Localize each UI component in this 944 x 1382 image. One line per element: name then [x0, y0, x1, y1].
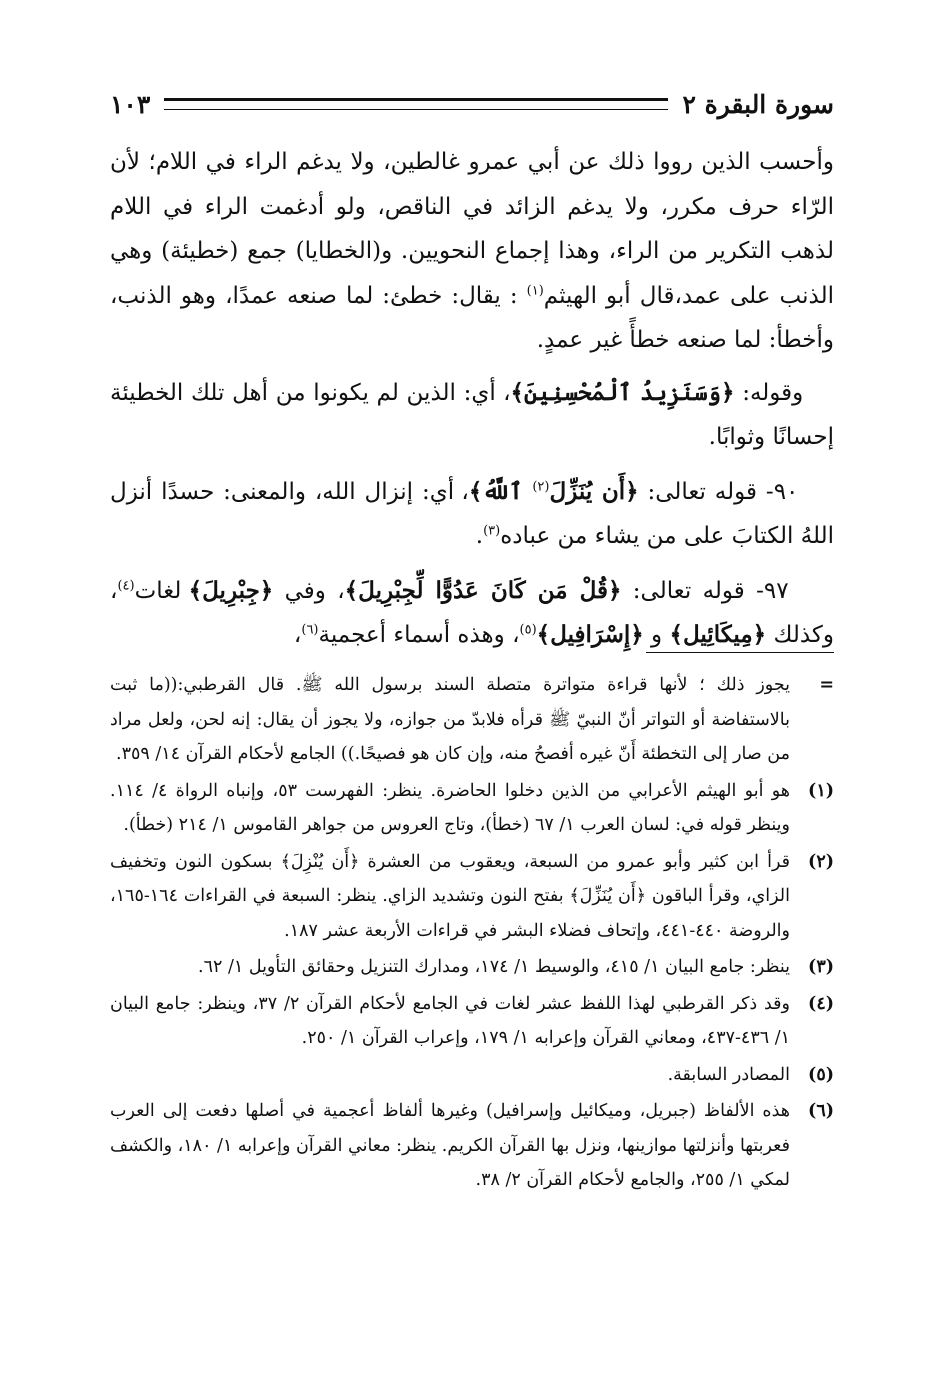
- paragraph-4: ٩٧- قوله تعالى: ﴿قُلْ مَن كَانَ عَدُوًّا لِّجِبْرِيلَ﴾، وفي ﴿جِبْرِيلَ﴾ لغات$^{(٤)}$، وكذلك ﴿مِيكَائِيل﴾ و ﴿إِسْرَافِيل﴾$^{(٥)}$، وهذه أسماء أعجمية$^{(٦)}$،: [110, 576, 834, 648]
- header-rule: [164, 98, 668, 110]
- running-title: سورة البقرة ٢: [682, 89, 834, 119]
- quran-verse: ﴿أَن يُنَزِّلَ: [549, 477, 639, 505]
- quran-verse: ﴿وَسَنَزِيدُ ٱلْمُحْسِنِينَ﴾: [510, 378, 735, 406]
- footnote-3: [110, 950, 834, 985]
- footnote-separator: [646, 652, 834, 653]
- footnote-text: قرأ ابن كثير وأبو عمرو من السبعة، ويعقوب من العشرة ﴿أَن يُنْزِلَ﴾ بسكون النون وتخفيف الزاي، وقرأ الباقون ﴿أَن يُنَزِّلَ﴾ بفتح النون وتشديد الزاي. ينظر: السبعة في القراءات ١٦٤-١٦٥، والروضة ٤٤٠-٤٤١، وإتحاف فضلاء البشر في قراءات الأربعة عشر ١٨٧.: [110, 851, 790, 941]
- footnote-ref-2: (٢): [532, 478, 550, 494]
- footnote-number: =: [819, 675, 834, 695]
- footnotes: [110, 668, 834, 1200]
- footnote-4: [110, 987, 834, 1056]
- footnote-ref-5: (٥): [519, 622, 537, 638]
- footnote-number: (١): [808, 780, 834, 801]
- footnote-text: وقد ذكر القرطبي لهذا اللفظ عشر لغات في الجامع لأحكام القرآن ٢/ ٣٧، وينظر: جامع البيان ١/ ٤٣٦-٤٣٧، ومعاني القرآن وإعرابه ١/ ١٧٩، وإعراب القرآن ١/ ٢٥٠.: [110, 993, 790, 1048]
- page-number: ١٠٣: [110, 89, 151, 119]
- footnote-number: (٥): [808, 1064, 834, 1085]
- footnote-number: (٦): [808, 1101, 834, 1121]
- footnote-ref-6: (٦): [301, 622, 319, 638]
- quran-verse: ﴿مِيكَائِيل﴾: [669, 621, 767, 648]
- footnote-continued: [110, 668, 834, 772]
- footnote-1: [110, 774, 834, 843]
- footnote-number: (٤): [808, 993, 834, 1014]
- footnote-text: هذه الألفاظ (جبريل، وميكائيل وإسرافيل) وغيرها ألفاظ أعجمية في أصلها دفعت إلى العرب فعربتها وأنزلتها موازينها، ونزل بها القرآن الكريم. ينظر: معاني القرآن وإعرابه ١/ ١٨٠، والكشف لمكي ١/ ٢٥٥، والجامع لأحكام القرآن ٢/ ٣٨.: [110, 1101, 790, 1190]
- footnote-ref-3: (٣): [483, 523, 501, 539]
- footnote-number: (٢): [808, 851, 834, 872]
- footnote-6: [110, 1094, 834, 1198]
- main-text: [110, 140, 834, 668]
- paragraph-1: وأحسب الذين رووا ذلك عن أبي عمرو غالطين، ولا يدغم الراء في اللام؛ لأن الرّاء حرف مكرر، ولا يدغم الزائد في الناقص، ولو أدغمت الراء في اللام لذهب التكرير من الراء، وهذا إجماع النحويين. و(الخطايا) جمع (خطيئة) وهي الذنب على عمد،قال أبو الهيثم$^{(١)}$ : يقال: خطئ: لما صنعه عمدًا، وهو الذنب، وأخطأ: لما صنعه خطأً غير عمدٍ.: [110, 149, 834, 353]
- footnote-number: (٣): [808, 957, 834, 977]
- paragraph-2: وقوله: ﴿وَسَنَزِيدُ ٱلْمُحْسِنِينَ﴾، أي: الذين لم يكونوا من أهل تلك الخطيئة إحسانًا وثوابًا.: [110, 378, 834, 450]
- footnote-ref-4: (٤): [117, 577, 135, 593]
- quran-verse: ﴿إِسْرَافِيل﴾: [536, 621, 644, 648]
- quran-verse: ٱللَّهُ﴾: [468, 477, 533, 505]
- quran-verse: ﴿جِبْرِيلَ﴾: [188, 576, 274, 604]
- paragraph-3: ٩٠- قوله تعالى: ﴿أَن يُنَزِّلَ$^{(٢)}$ ٱللَّهُ﴾، أي: إنزال الله، والمعنى: حسدًا أنزل اللهُ الكتابَ على من يشاء من عباده$^{(٣)}$.: [110, 477, 834, 549]
- footnote-text: هو أبو الهيثم الأعرابي من الذين دخلوا الحاضرة. ينظر: الفهرست ٥٣، وإنباه الرواة ٤/ ١١٤. وينظر قوله في: لسان العرب ١/ ٦٧ (خطأ)، وتاج العروس من جواهر القاموس ١/ ٢١٤ (خطأ).: [110, 780, 790, 835]
- page-header: [110, 84, 834, 124]
- footnote-ref-1: (١): [526, 282, 544, 298]
- footnote-text: يجوز ذلك ؛ لأنها قراءة متواترة متصلة السند برسول الله ﷺ. قال القرطبي:((ما ثبت بالاستفاضة أو التواتر أنّ النبيّ ﷺ قرأه فلابدّ من جوازه، ولا يجوز أن يقال: إنه لحن، ولعل مراد من صار إلى التخطئة أَنّ غيره أفصحُ منه، وإن كان هو فصيحًا.)) الجامع لأحكام القرآن ١٤/ ٣٥٩.: [110, 675, 790, 764]
- footnote-2: [110, 845, 834, 949]
- footnote-text: ينظر: جامع البيان ١/ ٤١٥، والوسيط ١/ ١٧٤، ومدارك التنزيل وحقائق التأويل ١/ ٦٢.: [197, 957, 790, 977]
- footnote-text: المصادر السابقة.: [667, 1064, 790, 1085]
- quran-verse: ﴿قُلْ مَن كَانَ عَدُوًّا لِّجِبْرِيلَ﴾: [344, 576, 622, 604]
- footnote-5: [110, 1058, 834, 1093]
